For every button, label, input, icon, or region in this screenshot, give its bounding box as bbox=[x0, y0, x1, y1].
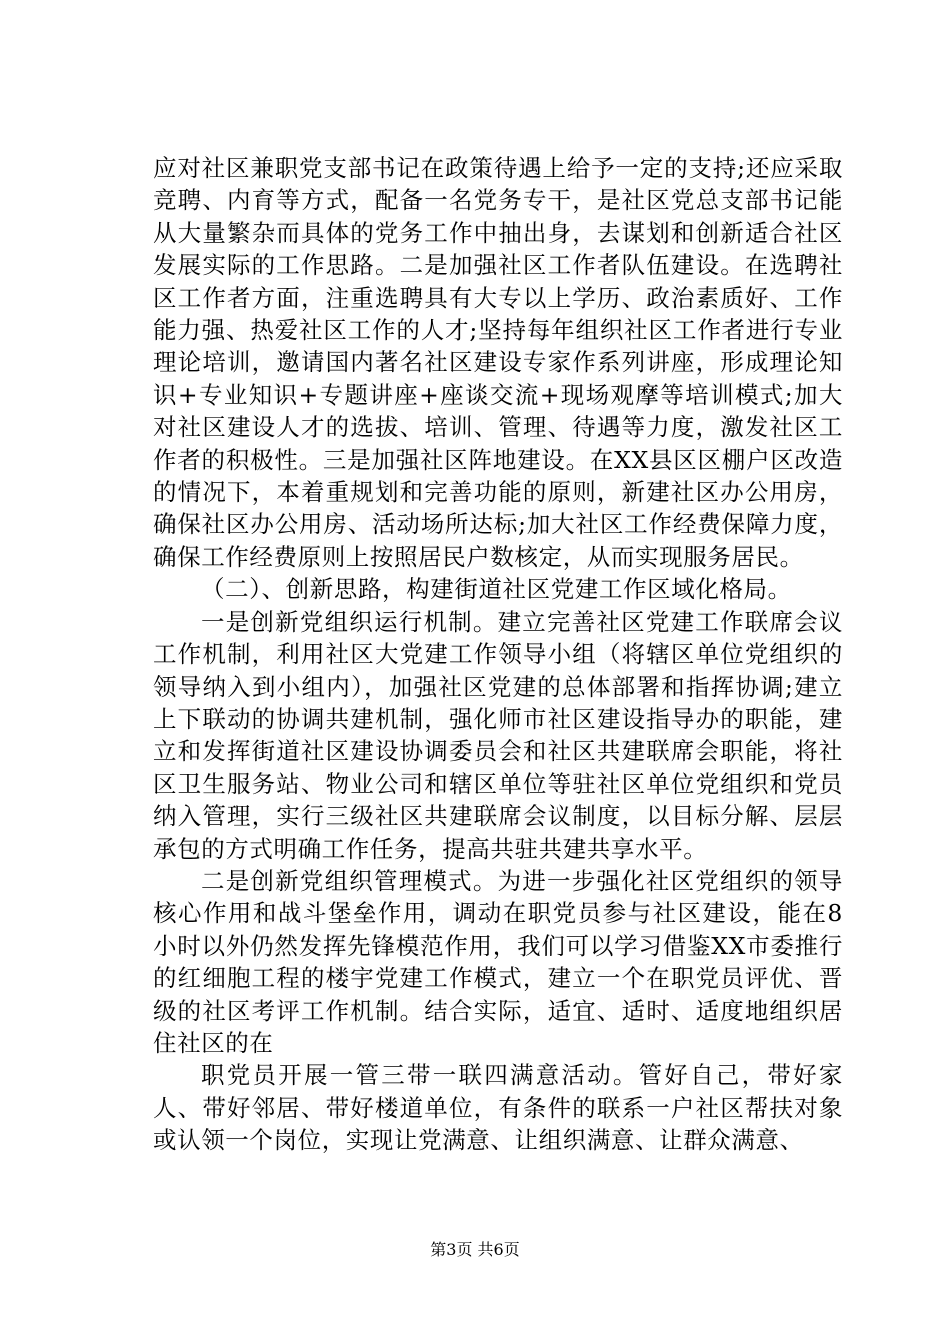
paragraph-5: 职党员开展一管三带一联四满意活动。管好自己，带好家人、带好邻居、带好楼道单位，有条件的联系一户社区帮扶对象或认领一个岗位，实现让党满意、让组织满意、让群众满意、 bbox=[153, 1061, 843, 1155]
page-number-footer: 第3页 共6页 bbox=[430, 1240, 520, 1259]
paragraph-3: 一是创新党组织运行机制。建立完善社区党建工作联席会议工作机制，利用社区大党建工作领导小组（将辖区单位党组织的领导纳入到小组内），加强社区党建的总体部署和指挥协调;建立上下联动的协调共建机制，强化师市社区建设指导办的职能，建立和发挥街道社区建设协调委员会和社区共建联席会职能，将社区卫生服务站、物业公司和辖区单位等驻社区单位党组织和党员纳入管理，实行三级社区共建联席会议制度，以目标分解、层层承包的方式明确工作任务，提高共驻共建共享水平。 bbox=[153, 607, 843, 863]
paragraph-4: 二是创新党组织管理模式。为进一步强化社区党组织的领导核心作用和战斗堡垒作用，调动在职党员参与社区建设，能在8小时以外仍然发挥先锋模范作用，我们可以学习借鉴XX市委推行的红细胞工程的楼宇党建工作模式，建立一个在职党员评优、晋级的社区考评工作机制。结合实际，适宜、适时、适度地组织居住社区的在 bbox=[153, 866, 843, 1057]
section-heading-2: （二）、创新思路，构建街道社区党建工作区域化格局。 bbox=[201, 575, 792, 604]
document-body bbox=[153, 152, 843, 1157]
paragraph-1: 应对社区兼职党支部书记在政策待遇上给予一定的支持;还应采取竞聘、内育等方式，配备一名党务专干，是社区党总支部书记能从大量繁杂而具体的党务工作中抽出身，去谋划和创新适合社区发展实际的工作思路。二是加强社区工作者队伍建设。在选聘社区工作者方面，注重选聘具有大专以上学历、政治素质好、工作能力强、热爱社区工作的人才;坚持每年组织社区工作者进行专业理论培训，邀请国内著名社区建设专家作系列讲座，形成理论知识+专业知识+专题讲座+座谈交流+现场观摩等培训模式;加大对社区建设人才的选拔、培训、管理、待遇等力度，激发社区工作者的积极性。三是加强社区阵地建设。在XX县区区棚户区改造的情况下，本着重规划和完善功能的原则，新建社区办公用房，确保社区办公用房、活动场所达标;加大社区工作经费保障力度，确保工作经费原则上按照居民户数核定，从而实现服务居民。 bbox=[153, 154, 843, 571]
